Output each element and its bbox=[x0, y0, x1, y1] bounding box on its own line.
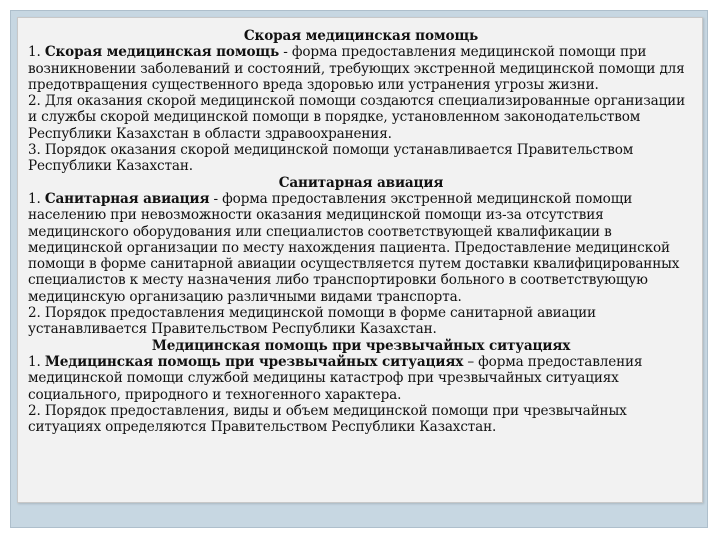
document-content bbox=[28, 28, 694, 435]
paragraph bbox=[28, 354, 694, 403]
paragraph-number: 1. bbox=[28, 353, 45, 370]
paragraph bbox=[28, 142, 694, 175]
paragraph-number: 2. bbox=[28, 402, 45, 419]
paragraph-text: – форма предоставления медицинской помощи службой медицины катастроф при чрезвычайных ситуациях социального, природного и техногенного характера. bbox=[28, 353, 643, 403]
paragraph bbox=[28, 93, 694, 142]
paragraph-text: Порядок оказания скорой медицинской помощи устанавливается Правительством Республики Казахстан. bbox=[28, 142, 634, 175]
document-page bbox=[17, 17, 703, 503]
paragraph bbox=[28, 403, 694, 436]
slide-frame bbox=[10, 10, 708, 528]
paragraph-number: 2. bbox=[28, 93, 45, 110]
section-heading-sanitary-aviation: Санитарная авиация bbox=[278, 174, 444, 191]
section-heading-emergency: Медицинская помощь при чрезвычайных ситуациях bbox=[151, 337, 571, 354]
paragraph-term: Скорая медицинская помощь bbox=[44, 44, 280, 61]
paragraph bbox=[28, 191, 694, 305]
paragraph-term: Санитарная авиация bbox=[44, 190, 210, 207]
paragraph-text: Порядок предоставления, виды и объем медицинской помощи при чрезвычайных ситуациях определяются Правительством Республики Казахстан. bbox=[28, 402, 627, 436]
paragraph-text: - форма предоставления экстренной медицинской помощи населению при невозможности оказания медицинской помощи из-за отсутствия медицинского оборудования или специалистов соответствующей квалификации в медицинской организации по месту нахождения пациента. Предоставление медицинской помощи в форме санитарной авиации осуществляется путем доставки квалифицированных специалистов к месту назначения либо транспортировки больного в соответствующую медицинскую организацию различными видами транспорта. bbox=[28, 190, 680, 305]
paragraph bbox=[28, 44, 694, 93]
paragraph-term: Медицинская помощь при чрезвычайных ситуациях bbox=[44, 353, 464, 370]
paragraph-text: - форма предоставления медицинской помощи при возникновении заболеваний и состояний, требующих экстренной медицинской помощи для предотвращения существенного вреда здоровью или устранения угрозы жизни. bbox=[28, 44, 685, 93]
paragraph-text: Для оказания скорой медицинской помощи создаются специализированные организации и службы скорой медицинской помощи в порядке, установленном законодательством Республики Казахстан в области здравоохранения. bbox=[28, 93, 685, 142]
section-heading-ambulance: Скорая медицинская помощь bbox=[243, 28, 479, 44]
paragraph-number: 2. bbox=[28, 305, 45, 322]
paragraph-text: Порядок предоставления медицинской помощи в форме санитарной авиации устанавливается Правительством Республики Казахстан. bbox=[28, 305, 596, 338]
paragraph-number: 3. bbox=[28, 142, 45, 159]
paragraph bbox=[28, 305, 694, 338]
paragraph-number: 1. bbox=[28, 44, 45, 61]
paragraph-number: 1. bbox=[28, 190, 45, 207]
